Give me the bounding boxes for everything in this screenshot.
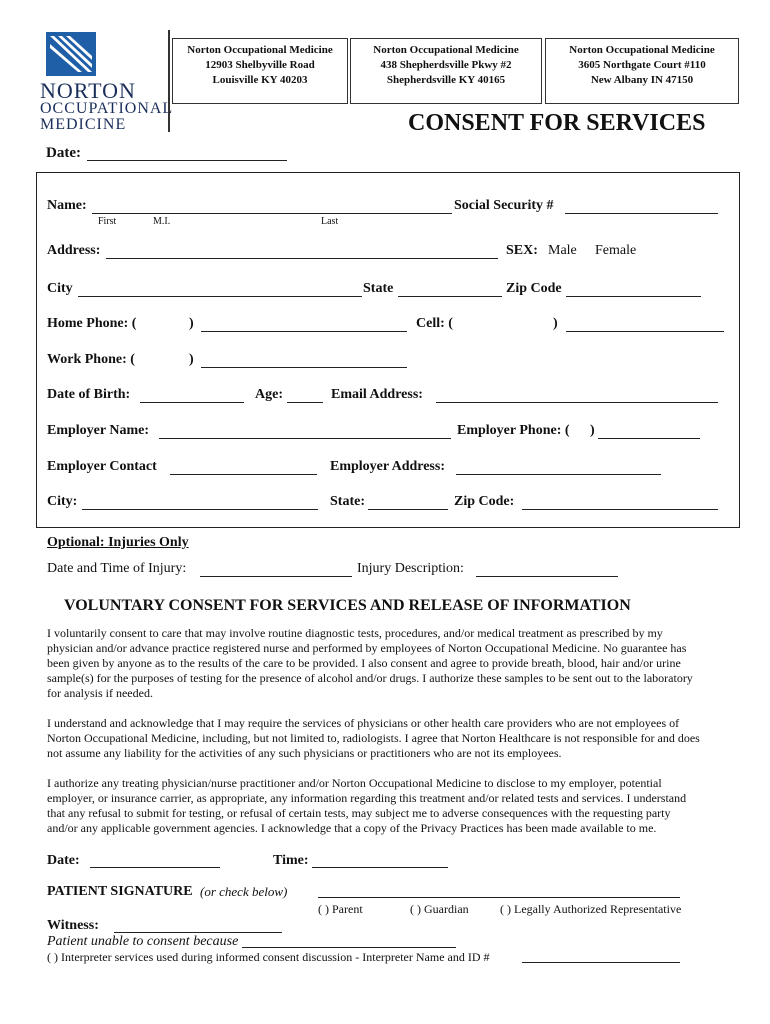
employer-zip-field[interactable] [522, 509, 718, 510]
employer-phone-field[interactable] [598, 438, 700, 439]
name-field[interactable] [92, 213, 452, 214]
guardian-checkbox[interactable]: ( ) Guardian [410, 902, 469, 916]
employer-zip-label: Zip Code: [454, 494, 515, 509]
employer-address-label: Employer Address: [330, 459, 445, 474]
first-caption: First [98, 216, 117, 227]
state-label: State [363, 281, 394, 296]
logo-norton-text: NORTON [40, 78, 136, 103]
date-label: Date: [46, 145, 81, 161]
state-field[interactable] [398, 296, 502, 297]
location-street: 12903 Shelbyville Road [205, 59, 315, 71]
ssn-field[interactable] [565, 213, 718, 214]
mi-caption: M.I. [153, 216, 171, 227]
dob-label: Date of Birth: [47, 387, 131, 402]
address-label: Address: [47, 243, 101, 258]
sex-option-female[interactable]: Female [595, 243, 637, 258]
location-street: 438 Shepherdsville Pkwy #2 [380, 59, 512, 71]
zip-label: Zip Code [506, 281, 562, 296]
norton-logo [40, 28, 172, 134]
lar-checkbox[interactable]: ( ) Legally Authorized Representative [500, 902, 682, 916]
logo-occupational-text: OCCUPATIONAL [40, 100, 174, 117]
injury-description-field[interactable] [476, 576, 618, 577]
patient-signature-label: PATIENT SIGNATURE [47, 884, 193, 899]
work-phone-paren: ) [189, 352, 194, 367]
page-title: CONSENT FOR SERVICES [408, 110, 706, 136]
address-field[interactable] [106, 258, 498, 259]
unable-to-consent-label: Patient unable to consent because [47, 934, 239, 949]
employer-contact-field[interactable] [170, 474, 317, 475]
home-phone-paren: ) [189, 316, 194, 331]
logo-medicine-text: MEDICINE [40, 116, 127, 133]
employer-name-label: Employer Name: [47, 423, 149, 438]
check-below-note: (or check below) [200, 884, 288, 899]
email-label: Email Address: [331, 387, 423, 402]
email-field[interactable] [436, 402, 718, 403]
interpreter-id-field[interactable] [522, 962, 680, 963]
sig-date-label: Date: [47, 853, 80, 868]
location-name: Norton Occupational Medicine [569, 44, 715, 56]
injury-datetime-label: Date and Time of Injury: [47, 561, 187, 576]
sig-date-field[interactable] [90, 867, 220, 868]
location-street: 3605 Northgate Court #110 [578, 59, 706, 71]
sig-time-field[interactable] [312, 867, 448, 868]
age-label: Age: [255, 387, 283, 402]
unable-to-consent-field[interactable] [242, 947, 456, 948]
patient-signature-field[interactable] [318, 897, 680, 898]
cell-paren: ) [553, 316, 558, 331]
last-caption: Last [321, 216, 339, 227]
city-label: City [47, 281, 73, 296]
dob-field[interactable] [140, 402, 244, 403]
cell-label: Cell: ( [416, 316, 453, 331]
consent-paragraph-2: I understand and acknowledge that I may require the services of physicians or other health care providers who are not employees of Norton Occupational Medicine, including, but not limited to, radiologists. I agree that Norton Healthcare is not responsible for and does not assume any liability for the activities of any such physicians or practitioners who are not its employees. [47, 716, 700, 760]
zip-field[interactable] [566, 296, 701, 297]
employer-state-label: State: [330, 494, 365, 509]
city-field[interactable] [78, 296, 362, 297]
location-box-louisville [172, 38, 348, 104]
sig-time-label: Time: [273, 853, 309, 868]
location-city: Louisville KY 40203 [212, 74, 308, 86]
interpreter-checkbox[interactable]: ( ) Interpreter services used during informed consent discussion - Interpreter Name and ID # [47, 950, 490, 964]
location-box-shepherdsville [350, 38, 542, 104]
work-phone-label: Work Phone: ( [47, 352, 135, 367]
age-field[interactable] [287, 402, 323, 403]
consent-paragraph-3: I authorize any treating physician/nurse practitioner and/or Norton Occupational Medicine to disclose to my employer, potential employer, or insurance carrier, as appropriate, any information regarding this treatment and/or related tests and services. I understand that any refusal to submit for testing, or refusal of certain tests, may subject me to adverse consequences with the requesting party and/or any applicable government agencies. I acknowledge that a copy of the Privacy Practices has been made available to me. [47, 776, 687, 835]
injury-datetime-field[interactable] [200, 576, 352, 577]
name-label: Name: [47, 198, 87, 213]
employer-city-field[interactable] [82, 509, 318, 510]
employer-state-field[interactable] [368, 509, 448, 510]
work-phone-field[interactable] [201, 367, 407, 368]
witness-label: Witness: [47, 918, 99, 933]
employer-phone-paren: ) [590, 423, 595, 438]
ssn-label: Social Security # [454, 198, 554, 213]
employer-contact-label: Employer Contact [47, 459, 157, 474]
home-phone-label: Home Phone: ( [47, 316, 137, 331]
date-field[interactable] [87, 160, 287, 161]
employer-address-field[interactable] [456, 474, 661, 475]
location-city: Shepherdsville KY 40165 [386, 74, 506, 86]
consent-heading: VOLUNTARY CONSENT FOR SERVICES AND RELEASE OF INFORMATION [64, 597, 631, 614]
sex-option-male[interactable]: Male [548, 243, 577, 258]
norton-logo-mark-icon [46, 32, 96, 76]
cell-field[interactable] [566, 331, 724, 332]
employer-phone-label: Employer Phone: ( [457, 423, 570, 438]
location-city: New Albany IN 47150 [590, 74, 694, 86]
consent-paragraph-1: I voluntarily consent to care that may involve routine diagnostic tests, procedures, and/or medical treatment as prescribed by my physician and/or advance practice registered nurse and performed by employees of Norton Occupational Medicine. No guarantee has been given by anyone as to the results of the care to be provided. I also consent and agree to provide breath, blood, hair and/or urine sample(s) for the purposes of testing for the presence of alcohol and/or drugs. I authorize these samples to be sent out to the laboratory for analysis if needed. [47, 626, 693, 700]
location-name: Norton Occupational Medicine [187, 44, 333, 56]
location-box-new-albany [545, 38, 739, 104]
witness-field[interactable] [114, 932, 282, 933]
employer-city-label: City: [47, 494, 78, 509]
home-phone-field[interactable] [201, 331, 407, 332]
parent-checkbox[interactable]: ( ) Parent [318, 902, 363, 916]
employer-name-field[interactable] [159, 438, 451, 439]
injury-description-label: Injury Description: [357, 561, 464, 576]
location-name: Norton Occupational Medicine [373, 44, 519, 56]
optional-heading: Optional: Injuries Only [47, 535, 189, 550]
sex-label: SEX: [506, 243, 538, 258]
